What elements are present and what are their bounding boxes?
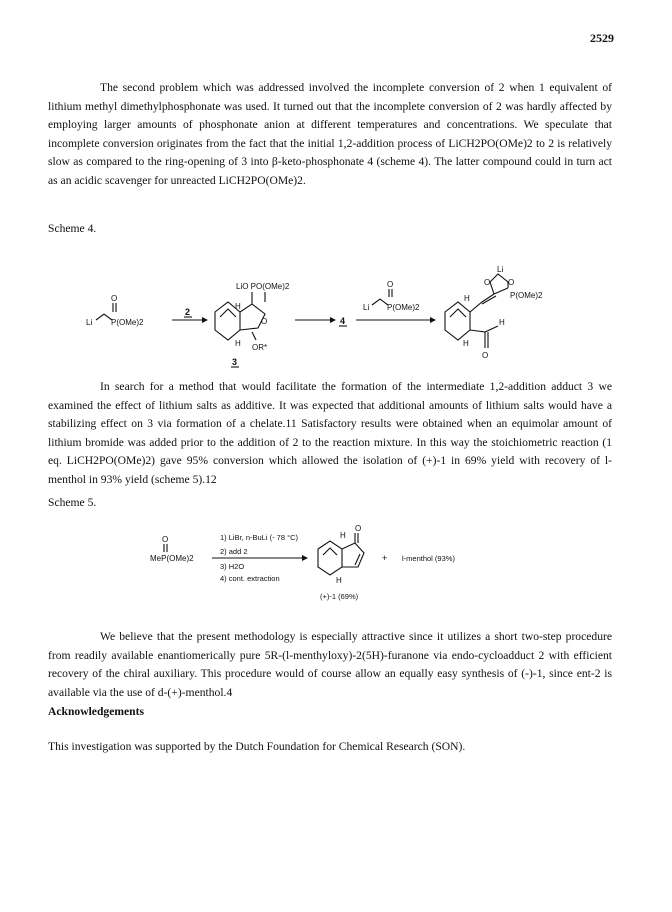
paragraph-1-text: The second problem which was addressed involved the incomplete conversion of 2 when 1 equivalent of lithium methyl dimethylphosphonate was used. It turned out that the incomplete conversion of 2 was hardly affected by employing larger amounts of phosphonate anion at different temperatures and concentrations. We speculate that incomplete conversion originates from the fact that the initial 1,2-addition process of LiCH2PO(OMe)2 to 2 is relatively slow as compared to the ring-opening of 3 into β-keto-phosphonate 4 (scheme 4). The latter compound could in turn act as an acidic scavenger for unreacted LiCH2PO(OMe)2. — [48, 81, 612, 187]
s4-int-top: LiO PO(OMe)2 — [236, 282, 290, 291]
acknowledgements-text: This investigation was supported by the Dutch Foundation for Chemical Research (SON). — [48, 740, 466, 753]
s4-o: O — [111, 294, 118, 303]
paragraph-2-text: In search for a method that would facilitate the formation of the intermediate 1,2-addition adduct 3 we examined the effect of lithium salts as additive. It was expected that additional amounts of lithium salts would have a stabilizing effect on 3 via formation of a chelate.11 Satisfactory results were obtained when an equimolar amount of lithium bromide was added prior to the addition of 2 to the reaction mixture. In this way the stoichiometric reaction (1 eq. LiCH2PO(OMe)2) gave 95% conversion which allowed the isolation of (+)-1 in 69% yield with recovery of l-menthol in 93% yield (scheme 5).12 — [48, 380, 612, 486]
scheme4-reagent — [86, 294, 144, 327]
s4-reagent-label: P(OMe)2 — [111, 318, 144, 327]
scheme4-product — [445, 265, 543, 360]
s4-prod-ald — [470, 330, 485, 348]
paragraph-1 — [48, 79, 612, 190]
scheme4-intermediate — [215, 282, 290, 367]
s5-product-label: (+)-1 (69%) — [320, 592, 359, 601]
s4-reagent2-bonds — [372, 299, 388, 305]
s4-int-or: OR* — [252, 343, 268, 352]
s5-reagent: MeP(OMe)2 — [150, 554, 194, 563]
s4-reagent-bonds — [96, 314, 112, 320]
scheme-5-figure — [150, 525, 530, 605]
s5-prod-h1: H — [340, 531, 346, 540]
s4-int-h-top: H — [235, 302, 241, 311]
s4-prod-p: P(OMe)2 — [510, 291, 543, 300]
s5-prod-o: O — [355, 525, 362, 533]
paragraph-3-text: We believe that the present methodology is especially attractive since it utilizes a short two-step procedure from readily available enantiomerically pure 5R-(l-menthyloxy)-2(5H)-furanone via endo-cycloadduct 2 with efficient recovery of the chiral auxiliary. This procedure would of course allow an equally easy synthesis of (-)-1, since ent-2 is available via the use of d-(+)-menthol.4 — [48, 630, 612, 699]
s5-prod-ring — [318, 541, 342, 575]
s5-cond-3: 3) H2O — [220, 562, 245, 571]
s5-reagent-o: O — [162, 535, 169, 544]
scheme-4-label: Scheme 4. — [48, 222, 97, 235]
s4-int-h-bot: H — [235, 339, 241, 348]
s5-prod-h2: H — [336, 576, 342, 585]
s4-prod-h1: H — [464, 294, 470, 303]
s4-li: Li — [86, 318, 93, 327]
s4-prod-o1: O — [484, 278, 491, 287]
scheme-4-figure — [80, 262, 600, 372]
s5-plus: + — [382, 553, 388, 563]
s5-prod-cp — [342, 543, 364, 567]
s4-prod-chelate — [490, 274, 508, 294]
page-number: 2529 — [590, 31, 614, 45]
acknowledgements-heading: Acknowledgements — [48, 705, 144, 718]
s4-prod-li: Li — [497, 265, 504, 274]
s4-prod-o2: O — [508, 278, 515, 287]
s5-coproduct: l-menthol (93%) — [402, 554, 455, 563]
paragraph-3 — [48, 628, 612, 702]
scheme5-product — [318, 525, 364, 585]
s4-arrow-2-head — [330, 317, 336, 323]
s4-int-c-or — [252, 332, 256, 340]
s4-o-2: O — [387, 280, 394, 289]
s4-prod-h3: H — [463, 339, 469, 348]
s5-cond-4: 4) cont. extraction — [220, 574, 280, 583]
s4-arrow-3-head — [430, 317, 436, 323]
scheme4-reagent-2 — [363, 280, 420, 312]
scheme-5-label: Scheme 5. — [48, 496, 97, 509]
s4-int-o: O — [261, 317, 268, 326]
s4-prod-o3: O — [482, 351, 489, 360]
s4-int-bridge — [220, 309, 236, 317]
s4-prod-ring — [445, 302, 470, 340]
s4-reagent2-label: P(OMe)2 — [387, 303, 420, 312]
s4-prod-ch — [485, 326, 498, 332]
scheme5-reagent — [150, 535, 194, 563]
s4-arrow-2-label: 4 — [340, 316, 346, 326]
s5-arrow-head — [302, 555, 308, 561]
s4-int-number: 3 — [232, 357, 238, 367]
s4-li-2: Li — [363, 303, 370, 312]
s4-prod-bridge — [450, 309, 466, 317]
s5-cond-2: 2) add 2 — [220, 547, 248, 556]
s5-cond-1: 1) LiBr, n-BuLi (- 78 °C) — [220, 533, 299, 542]
s4-arrow-1-label: 2 — [185, 307, 191, 317]
s4-arrow-1-head — [202, 317, 208, 323]
s4-prod-h2: H — [499, 318, 505, 327]
s5-prod-bridge — [323, 548, 337, 555]
paragraph-2 — [48, 378, 612, 489]
